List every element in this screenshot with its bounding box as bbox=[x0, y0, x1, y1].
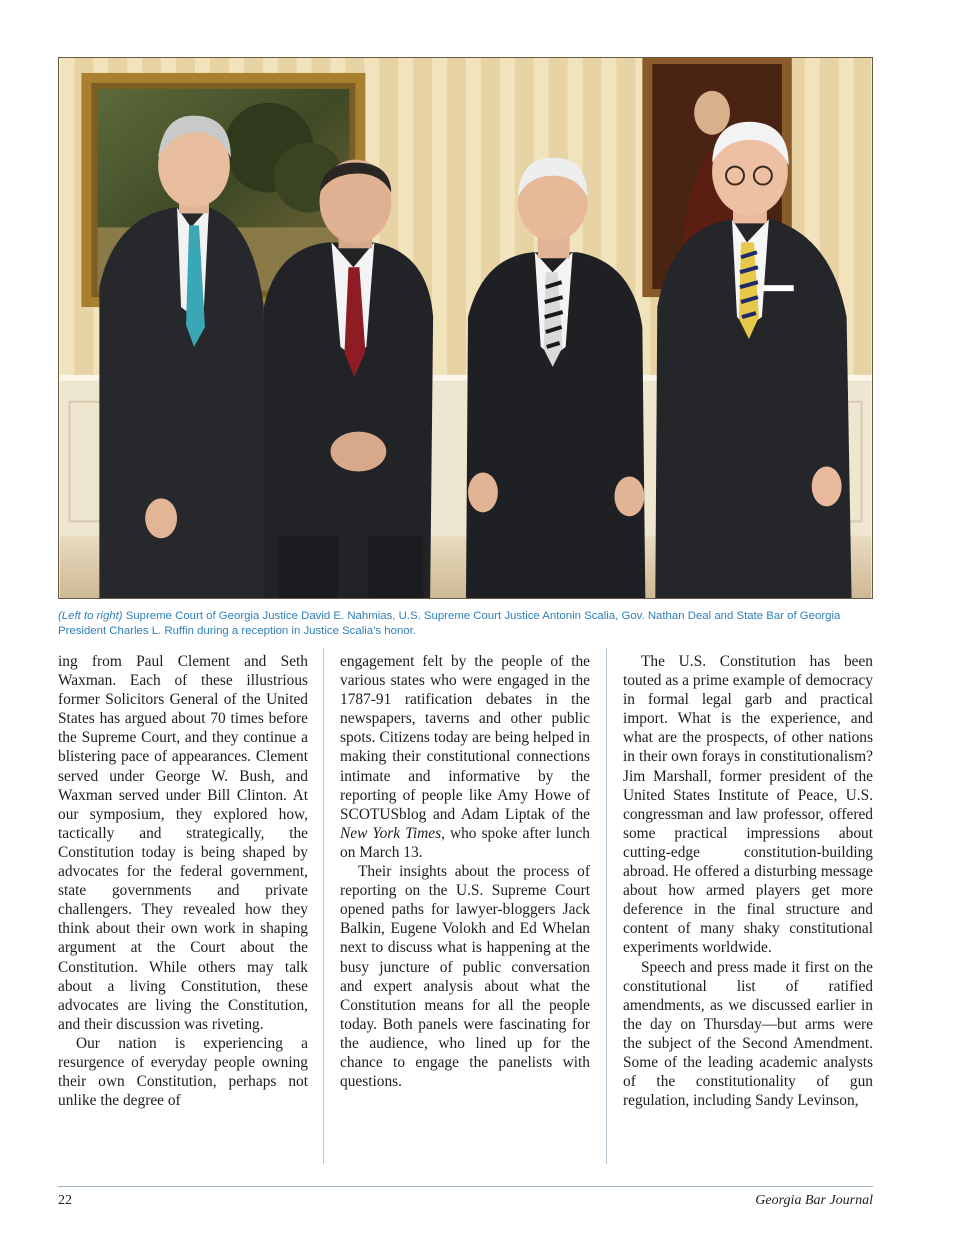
page-number: 22 bbox=[58, 1193, 72, 1208]
caption-lead: (Left to right) bbox=[58, 610, 123, 622]
paragraph-text: engagement felt by the people of the various states who were engaged in the 1787-91 ratification debates in the newspapers, taverns and other public spots. Citizens today are being helped in making their constitutional connections intimate and informative by the reporting of people like Amy Howe of SCOTUSblog and Adam Liptak of the bbox=[340, 653, 590, 823]
publication-name: New York Times bbox=[340, 824, 442, 842]
text-column-2 bbox=[340, 652, 590, 1091]
publication-title: Georgia Bar Journal bbox=[755, 1193, 873, 1208]
caption-text: Supreme Court of Georgia Justice David E. Nahmias, U.S. Supreme Court Justice Antonin Scalia, Gov. Nathan Deal and State Bar of Georgia President Charles L. Ruffin during a reception in Justice Scalia’s honor. bbox=[58, 610, 841, 637]
column-divider bbox=[606, 648, 607, 1164]
paragraph: Their insights about the process of reporting on the U.S. Supreme Court opened paths for lawyer-bloggers Jack Balkin, Eugene Volokh and Ed Whelan next to discuss what is happening at the busy juncture of public conversation and expert analysis about what the Constitution means for all the people today. Both panels were fascinating for the audience, who lined up for the chance to engage the panelists with questions. bbox=[340, 863, 590, 1091]
paragraph: Speech and press made it first on the constitutional list of ratified amendments, as we discussed earlier in the day on Thursday—but arms were the subject of the Second Amendment. Some of the leading academic analysts of the constitutionality of gun regulation, including Sandy Levinson, bbox=[623, 958, 873, 1110]
paragraph-text: , who spoke after lunch on March 13. bbox=[340, 824, 590, 861]
paragraph bbox=[340, 652, 590, 862]
column-divider bbox=[323, 648, 324, 1164]
text-column-1 bbox=[58, 652, 308, 1110]
reception-photo bbox=[58, 57, 873, 599]
paragraph: The U.S. Constitution has been touted as a prime example of democracy in formal legal garb and practical import. What is the experience, and what are the prospects, of other nations in their own forays in constitutionalism? Jim Marshall, former president of the United States Institute of Peace, U.S. congressman and law professor, offered some practical impressions about cutting-edge constitution-building abroad. He offered a disturbing message about how armed players get more deference in the final structure and content of many shaky constitutional experiments worldwide. bbox=[623, 653, 873, 957]
paragraph: Our nation is experiencing a resurgence of everyday people owning their own Constitution, perhaps not unlike the degree of bbox=[58, 1034, 308, 1110]
photo-caption bbox=[58, 609, 873, 639]
text-column-3 bbox=[623, 652, 873, 1110]
footer-rule bbox=[58, 1186, 873, 1187]
paragraph: ing from Paul Clement and Seth Waxman. Each of these illustrious former Solicitors General of the United States has argued about 70 times before the Supreme Court, and they continue a blistering pace of appearances. Clement served under George W. Bush, and Waxman served under Bill Clinton. At our symposium, they explored how, tactically and strategically, the Constitution today is being shaped by advocates for the federal government, state governments and private challengers. They revealed how they think about their own work in shaping argument at the Court about the Constitution. While others may talk about a living Constitution, these advocates are living the Constitution, and their discussion was riveting. bbox=[58, 653, 308, 1033]
